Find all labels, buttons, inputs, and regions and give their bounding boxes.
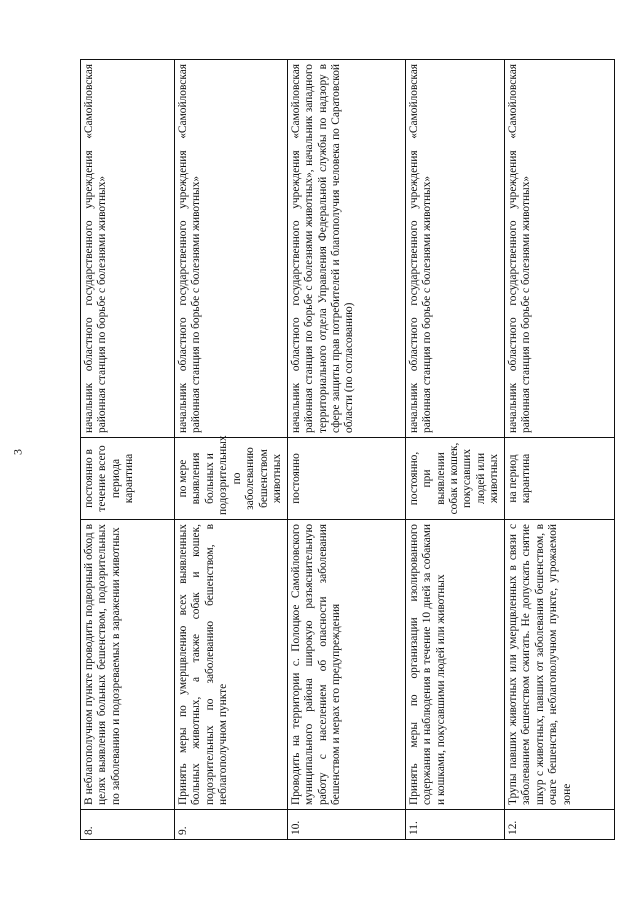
- page-number: 3: [10, 449, 25, 455]
- row-responsible: начальник областного государственного учреждения «Самойловская районная станция по борьбе с болезнями животных»: [504, 60, 614, 438]
- table-sheet: [80, 60, 610, 840]
- table-row: [504, 60, 614, 840]
- row-number: 9.: [175, 810, 288, 840]
- table-row: [405, 60, 504, 840]
- row-timing: постоянно: [287, 438, 405, 520]
- row-timing: постоянно, при выявлении собак и кошек, покусавших людей или животных: [405, 438, 504, 520]
- row-timing: постоянно в течение всего периода карантина: [81, 438, 175, 520]
- table-row: [175, 60, 288, 840]
- table-row: [81, 60, 175, 840]
- row-responsible: начальник областного государственного учреждения «Самойловская районная станция по борьбе с болезнями животных»: [405, 60, 504, 438]
- rotated-table-wrapper: [80, 60, 610, 840]
- row-responsible: начальник областного государственного учреждения «Самойловская районная станция по борьбе с болезнями животных»: [175, 60, 288, 438]
- row-responsible: начальник областного государственного учреждения «Самойловская районная станция по борьбе с болезнями животных», начальник западного территориального отдела Управления Федеральной службы по надзору в сфере защиты прав потребителей и благополучия человека по Саратовской области (по согласованию): [287, 60, 405, 438]
- row-number: 11.: [405, 810, 504, 840]
- row-action: Принять меры по умерщвлению всех выявленных больных животных, а также собак и кошек, подозрительных по заболеванию бешенством, в неблагополучном пункте: [175, 520, 288, 810]
- table-row: [287, 60, 405, 840]
- row-number: 10.: [287, 810, 405, 840]
- row-number: 12.: [504, 810, 614, 840]
- row-action: Принять меры по организации изолированного содержания и наблюдения в течение 10 дней за собаками и кошками, покусавшими людей или животных: [405, 520, 504, 810]
- row-responsible: начальник областного государственного учреждения «Самойловская районная станция по борьбе с болезнями животных»: [81, 60, 175, 438]
- row-action: Проводить на территории с. Полоцкое Самойловского муниципального района широкую разъяснительную работу с населением об опасности заболевания бешенством и мерах его предупреждения: [287, 520, 405, 810]
- row-timing: по мере выявления больных и подозрительных по заболеванию бешенством животных: [175, 438, 288, 520]
- row-number: 8.: [81, 810, 175, 840]
- measures-table: [80, 59, 615, 840]
- row-timing: на период карантина: [504, 438, 614, 520]
- row-action: В неблагополучном пункте проводить подворный обход в целях выявления больных бешенством, подозрительных по заболеванию и подозреваемых в заражении животных: [81, 520, 175, 810]
- row-action: Трупы павших животных или умерщвленных в связи с заболеванием бешенством сжигать. Не допускать снятие шкур с животных, павших от заболевания бешенством, в очаге бешенства, неблагополучном пункте, угрожаемой зоне: [504, 520, 614, 810]
